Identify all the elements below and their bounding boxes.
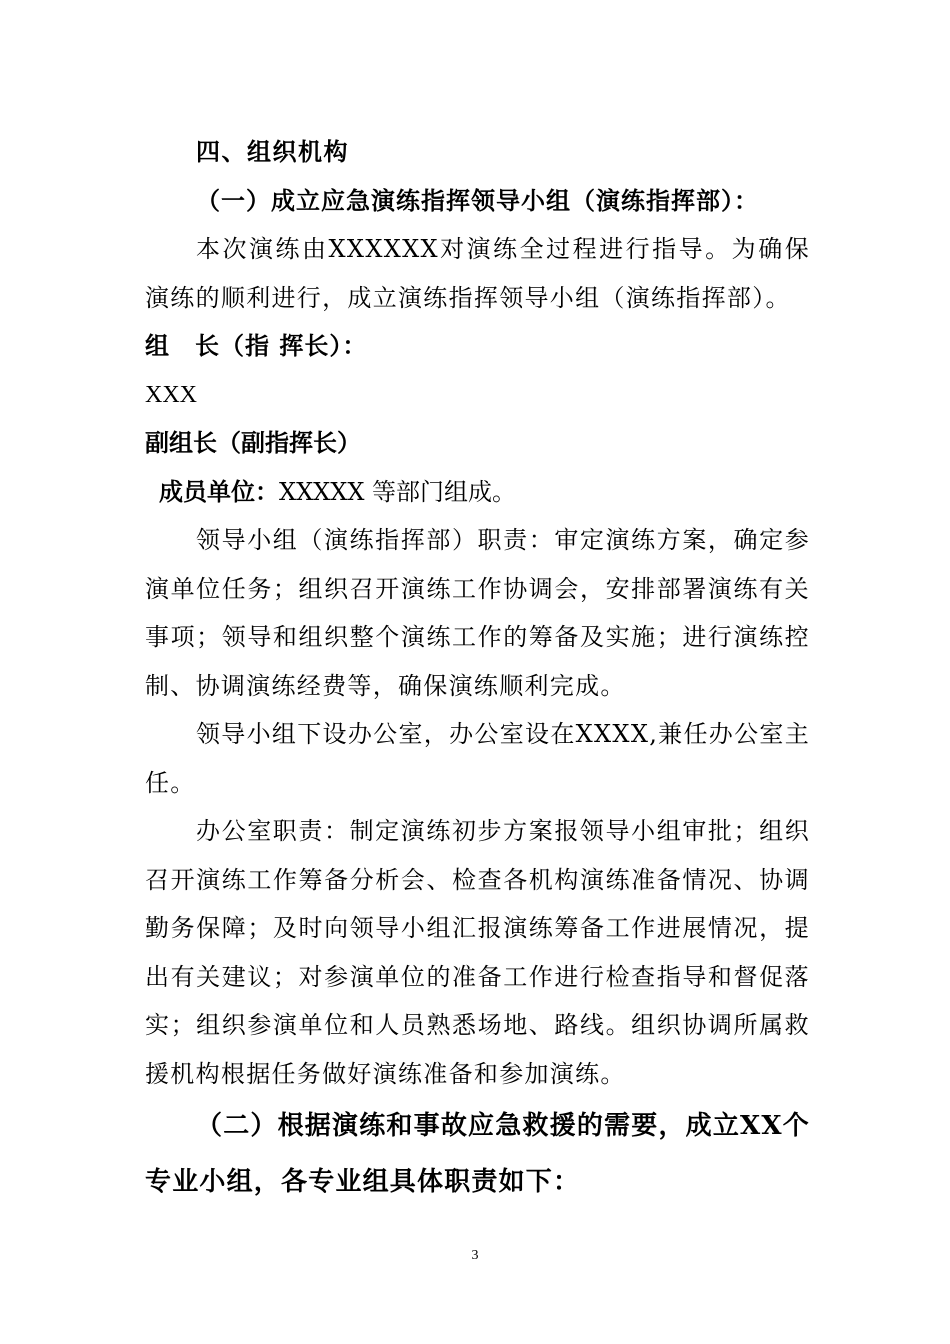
page-content [145,128,810,1210]
leader-label-first: 组 [145,331,169,360]
member-units-value: XXXXX 等部门组成。 [279,477,517,506]
leader-label-rest: 长（指 挥长）： [195,331,368,360]
section-heading: 四、组织机构 [196,137,349,166]
subsection-heading-1: （一）成立应急演练指挥领导小组（演练指挥部）： [196,185,759,215]
subsection-heading-2: （二）根据演练和事故应急救援的需要，成立XX个专业小组，各专业组具体职责如下： [145,1111,810,1197]
leader-name: XXX [145,381,197,408]
leader-label-line [145,322,810,371]
office-duties-paragraph: 办公室职责：制定演练初步方案报领导小组审批；组织召开演练工作筹备分析会、检查各机构演练准备情况、协调勤务保障；及时向领导小组汇报演练筹备工作进展情况，提出有关建议；对参演单位的准备工作进行检查指导和督促落实；组织参演单位和人员熟悉场地、路线。组织协调所属救援机构根据任务做好演练准备和参加演练。 [145,817,810,1088]
deputy-label [145,419,810,468]
duties-paragraph: 领导小组（演练指挥部）职责：审定演练方案，确定参演单位任务；组织召开演练工作协调会，安排部署演练有关事项；领导和组织整个演练工作的筹备及实施；进行演练控制、协调演练经费等，确保演练顺利完成。 [145,526,810,700]
intro-paragraph: 本次演练由XXXXXX对演练全过程进行指导。为确保演练的顺利进行，成立演练指挥领导小组（演练指挥部）。 [145,235,810,312]
page-number: 3 [471,1248,479,1263]
member-units-line [145,468,810,517]
member-units-label: 成员单位： [159,476,279,506]
deputy-label-text: 副组长（副指挥长） [145,428,361,457]
office-paragraph: 领导小组下设办公室，办公室设在XXXX,兼任办公室主任。 [145,720,810,797]
